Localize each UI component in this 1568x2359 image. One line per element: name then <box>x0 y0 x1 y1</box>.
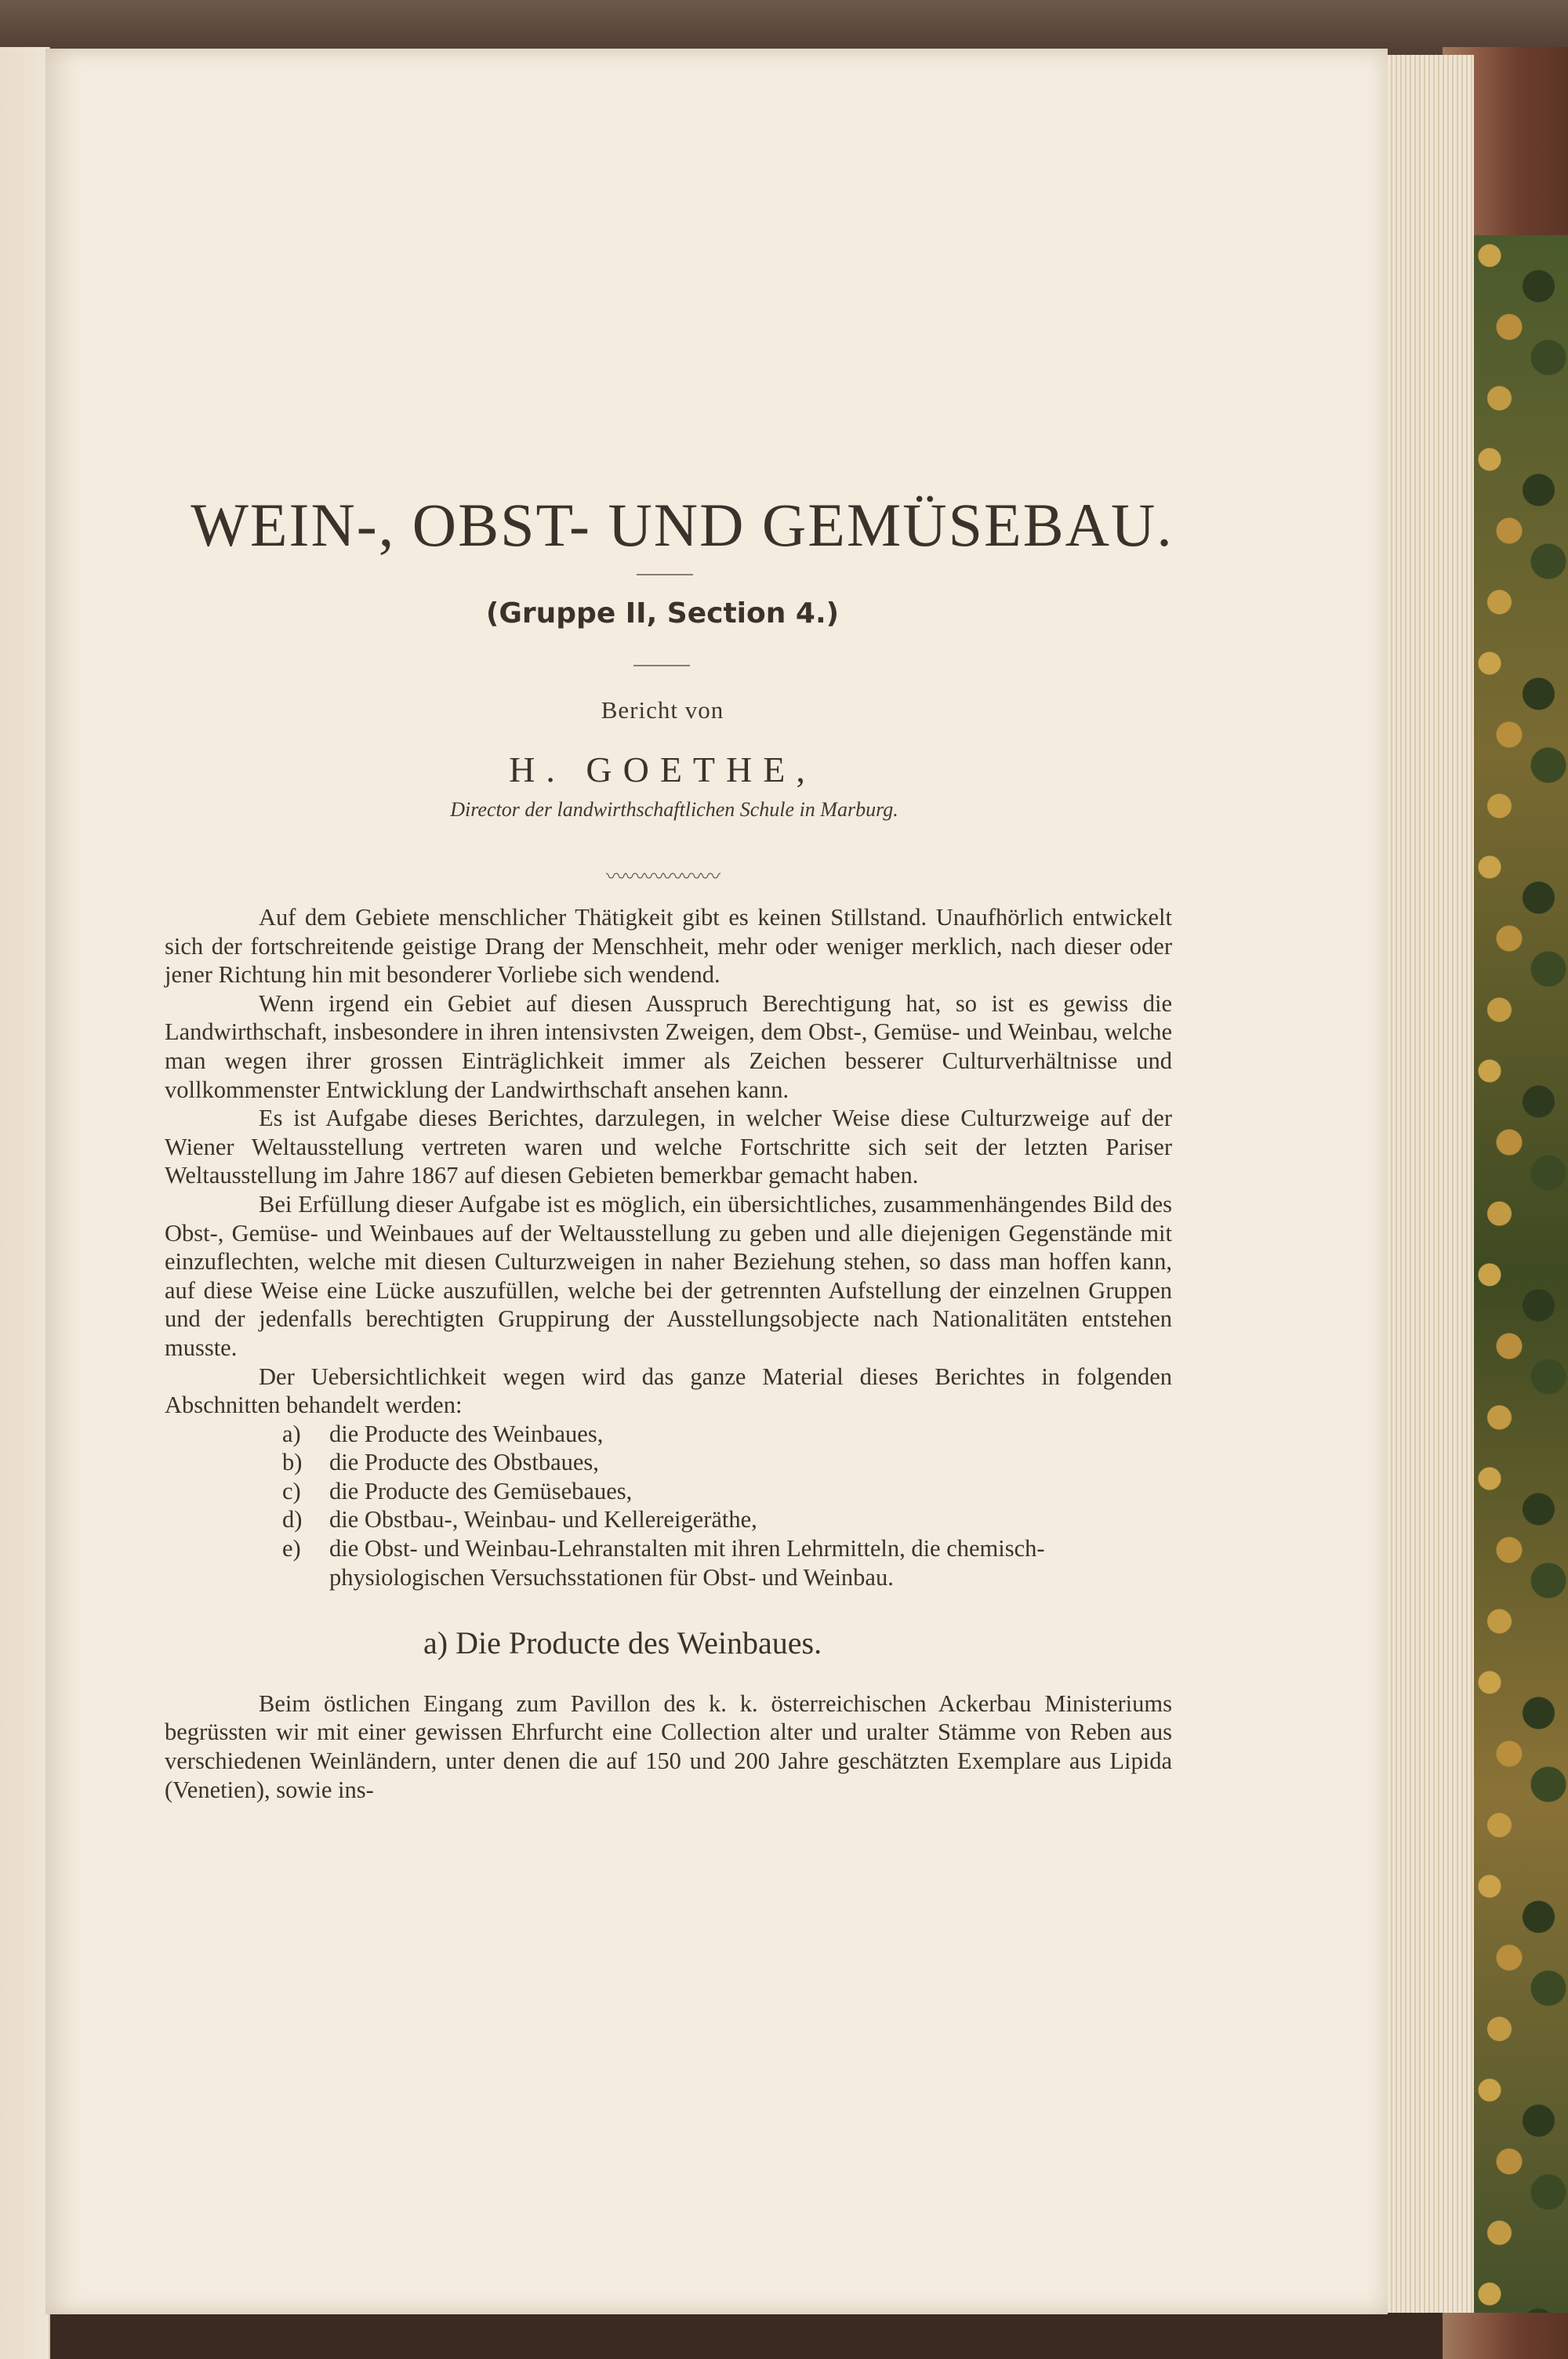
list-text: die Producte des Gemüsebaues, <box>329 1477 633 1504</box>
section-list <box>165 1420 1172 1592</box>
report-by: Bericht von <box>601 696 724 724</box>
list-marker: a) <box>282 1420 301 1447</box>
ornament-divider: 〰〰〰〰〰〰 <box>605 866 719 888</box>
list-marker: e) <box>282 1535 301 1562</box>
subtitle-rule <box>633 665 690 666</box>
title-rule <box>637 574 693 575</box>
paragraph: Auf dem Gebiete menschlicher Thätigkeit gibt es keinen Stillstand. Unaufhörlich entwickelt sich der fortschreitende geistige Drang der Menschheit, mehr oder weniger merklich, nach dieser oder jener Richtung hin mit besonderer Vorliebe sich wendend. <box>165 904 1172 989</box>
list-item <box>165 1448 1172 1477</box>
list-item <box>165 1534 1172 1591</box>
list-item <box>165 1477 1172 1506</box>
list-item <box>165 1420 1172 1449</box>
author-affiliation: Director der landwirthschaftlichen Schule in Marburg. <box>450 798 898 821</box>
subtitle: (Gruppe II, Section 4.) <box>485 597 840 630</box>
left-page-edge <box>0 47 50 2359</box>
paragraph: Bei Erfüllung dieser Aufgabe ist es möglich, ein übersichtliches, zusammenhängendes Bild des Obst-, Gemüse- und Weinbaues auf der Weltausstellung zu geben und alle diejenigen Gegenstände mit einzuflechten, welche mit diesen Culturzweigen in naher Beziehung stehen, so dass man hoffen kann, auf diese Weise eine Lücke auszufüllen, welche bei der getrennten Aufstellung der einzelnen Gruppen und der jedenfalls berechtigten Gruppirung der Ausstellungsobjecte nach Nationalitäten entstehen musste. <box>165 1190 1172 1361</box>
list-text: die Producte des Obstbaues, <box>329 1449 599 1476</box>
marbled-cover <box>1470 235 1568 2313</box>
list-item <box>165 1505 1172 1534</box>
paragraph: Beim östlichen Eingang zum Pavillon des k. k. österreichischen Ackerbau Ministeriums begrüssten wir mit einer gewissen Ehrfurcht eine Collection alter und uralter Stämme von Reben aus verschiedenen Weinländern, unter denen die auf 150 und 200 Jahre geschätzten Exemplare aus Lipida (Venetien), sowie ins- <box>165 1689 1172 1803</box>
page-edges <box>1388 55 1474 2313</box>
paragraph: Wenn irgend ein Gebiet auf diesen Ausspruch Berechtigung hat, so ist es gewiss die Landwirthschaft, insbesondere in ihren intensivsten Zweigen, dem Obst-, Gemüse- und Weinbau, welche man wegen ihrer grossen Einträglichkeit immer als Zeichen besserer Culturverhältnisse und vollkommenster Entwicklung der Landwirthschaft ansehen kann. <box>165 989 1172 1103</box>
author-name: H. GOETHE, <box>509 749 816 789</box>
list-marker: c) <box>282 1477 301 1504</box>
list-marker: d) <box>282 1506 303 1533</box>
list-text: die Obst- und Weinbau-Lehranstalten mit ihren Lehrmitteln, die chemisch-physiologischen Versuchsstationen für Obst- und Weinbau. <box>329 1535 1045 1591</box>
paragraph: Es ist Aufgabe dieses Berichtes, darzulegen, in welcher Weise diese Culturzweige auf der Wiener Weltausstellung vertreten waren und welche Fortschritte sich seit der letzten Pariser Weltausstellung im Jahre 1867 auf diesen Gebieten bemerkbar gemacht haben. <box>165 1105 1172 1189</box>
body-text <box>165 903 1172 1804</box>
section-heading: a) Die Producte des Weinbaues. <box>423 1625 822 1661</box>
list-text: die Producte des Weinbaues, <box>329 1420 604 1447</box>
page-title: WEIN-, OBST- UND GEMÜSEBAU. <box>191 491 1174 559</box>
paragraph: Der Uebersichtlichkeit wegen wird das ganze Material dieses Berichtes in folgenden Abschnitten behandelt werden: <box>165 1363 1172 1419</box>
list-marker: b) <box>282 1449 303 1476</box>
list-text: die Obstbau-, Weinbau- und Kellereigeräthe, <box>329 1506 757 1533</box>
